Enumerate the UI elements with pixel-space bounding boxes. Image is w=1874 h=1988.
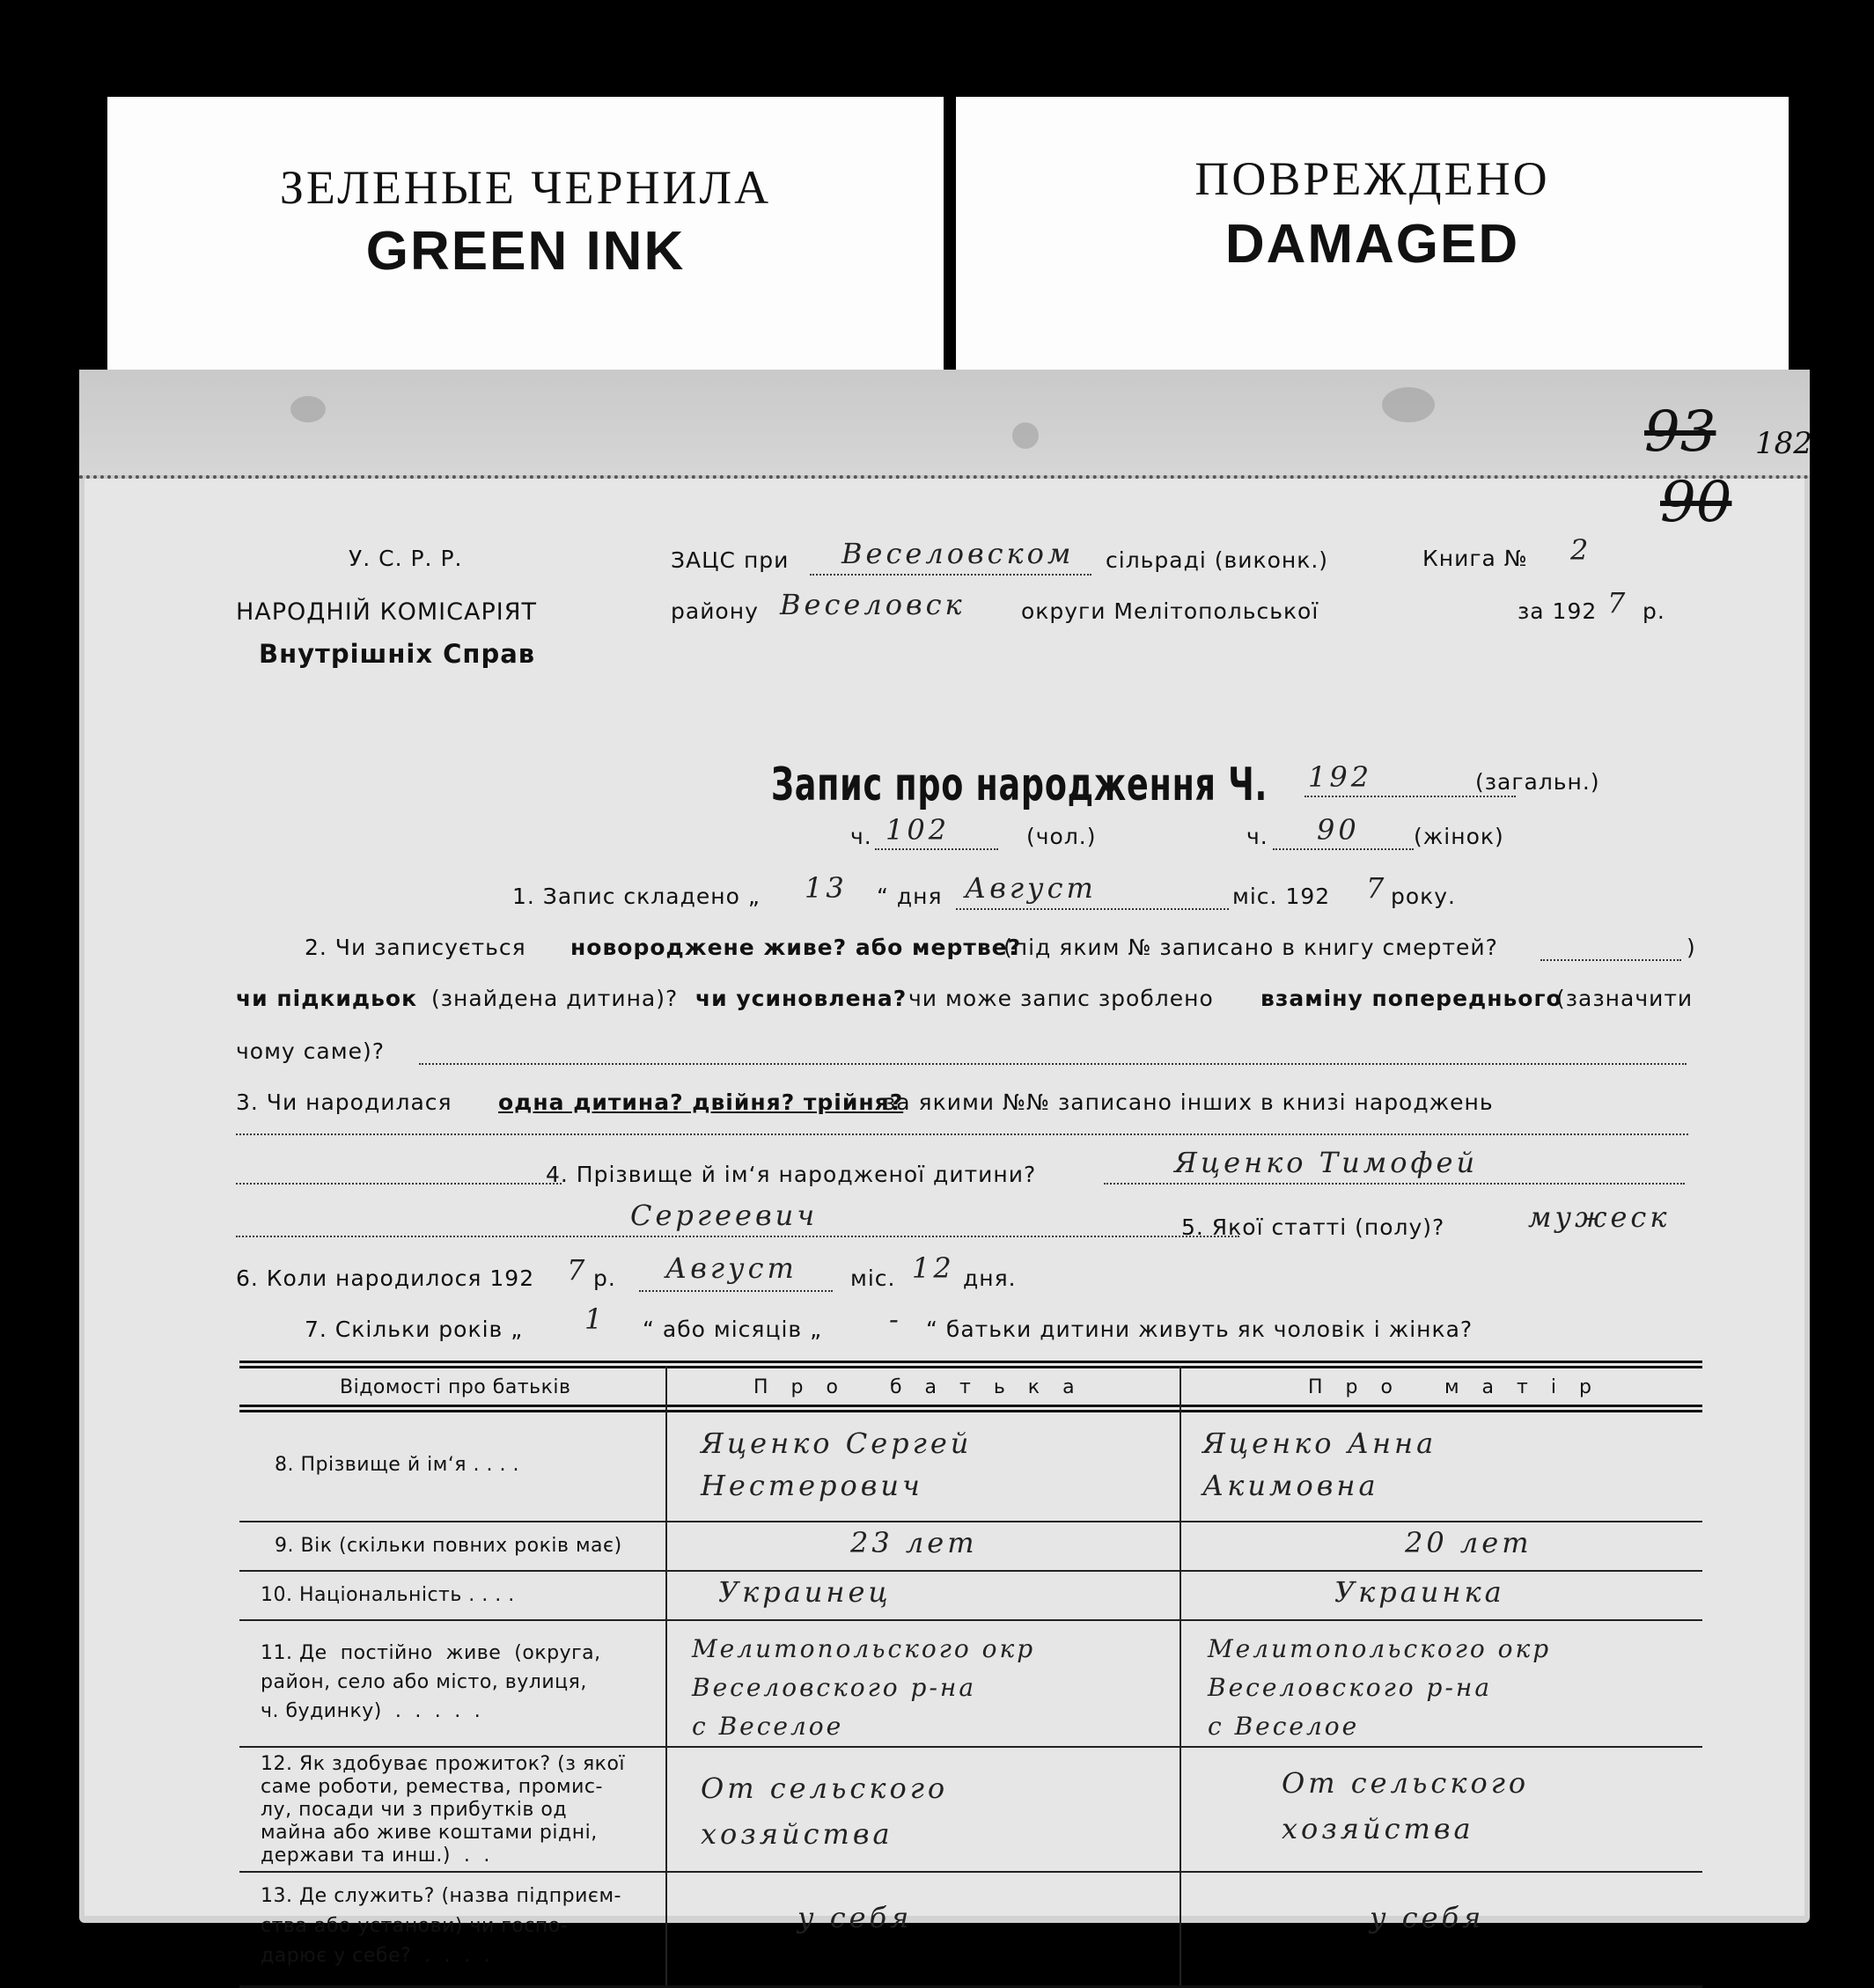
form-paper [85, 400, 1812, 1967]
table-header-mother: Про матір [1308, 1376, 1614, 1398]
q4-label: 4. Прізвище й ім‘я народженої дитини? [546, 1162, 1037, 1187]
q1-part4: року. [1391, 884, 1457, 909]
zags-prefix: ЗАЦС при [671, 547, 790, 573]
year-suffix: р. [1643, 598, 1665, 624]
placard-right-english: DAMAGED [1224, 214, 1520, 275]
q6-month: Август [665, 1251, 797, 1285]
zags-suffix: сільраді (виконк.) [1106, 547, 1329, 573]
general-label: (загальн.) [1475, 769, 1600, 795]
mother-age: 20 лет [1405, 1526, 1532, 1559]
q1-part1: 1. Запис складено „ [512, 884, 761, 909]
father-nationality: Украинец [718, 1575, 892, 1609]
row-label: 11. Де постійно живе (округа, район, село або місто, вулиця, ч. будинку) . . . . . [261, 1642, 601, 1722]
q7-years: 1 [584, 1302, 606, 1336]
sheet-top-strip [79, 370, 1810, 479]
q7-b: “ або місяців „ [643, 1317, 823, 1342]
row-label: 10. Національність . . . . [261, 1584, 515, 1606]
q6-day: 12 [912, 1251, 955, 1285]
male-label: (чол.) [1026, 824, 1097, 849]
table-header-info: Відомості про батьків [340, 1376, 571, 1398]
q4-name-line2: Сергеевич [630, 1199, 819, 1232]
q2-line2-a: чи підкидьок [236, 986, 418, 1011]
q6-c: міс. [850, 1265, 896, 1291]
book-label: Книга № [1422, 546, 1528, 571]
ministry-line2: Внутрішніх Справ [259, 639, 536, 669]
green-ink-placard [107, 97, 944, 396]
q7-months: - [889, 1302, 902, 1336]
margin-number: 182 [1755, 426, 1812, 461]
father-name: Яценко Сергей Нестерович [701, 1427, 973, 1502]
q6-d: дня. [963, 1265, 1017, 1291]
q1-year: 7 [1366, 871, 1388, 905]
q5-value: мужеск [1528, 1200, 1671, 1234]
placard-right-russian: ПОВРЕЖДЕНО [1194, 152, 1550, 205]
usrr-label: У. С. Р. Р. [349, 546, 463, 571]
row-label: 12. Як здобуває прожиток? (з якої саме роботи, ремества, промис- лу, посади чи з прибутків од майна або живе коштами рідні, держави та инш.) . . [261, 1753, 626, 1867]
district-value: Веселовск [780, 588, 966, 621]
female-label: (жінок) [1414, 824, 1504, 849]
father-workplace: у себя [797, 1901, 913, 1934]
row-label: 8. Прізвище й ім‘я . . . . [275, 1454, 519, 1476]
q6-a: 6. Коли народилося 192 [236, 1265, 535, 1291]
q2-line3: чому саме)? [236, 1038, 385, 1064]
record-title: Запис про народження Ч. [771, 759, 1268, 811]
zags-value: Веселовском [841, 537, 1075, 570]
margin-number-struck: 93 [1644, 400, 1716, 465]
q3-b: одна дитина? двійня? трійня? [498, 1089, 904, 1115]
book-value: 2 [1570, 533, 1592, 567]
father-occupation: От сельского хозяйства [701, 1772, 949, 1851]
stain [1382, 387, 1435, 422]
district-label: району [671, 598, 759, 624]
year-value: 7 [1607, 586, 1629, 620]
margin-number-struck: 90 [1660, 470, 1732, 535]
placard-left-english: GREEN INK [365, 221, 686, 282]
q3-c: за якими №№ записано інших в книзі народжень [884, 1089, 1494, 1115]
q4-name-line1: Яценко Тимофей [1174, 1146, 1479, 1179]
q6-b: р. [593, 1265, 616, 1291]
q7-c: “ батьки дитини живуть як чоловік і жінка? [926, 1317, 1473, 1342]
mother-occupation: От сельского хозяйства [1282, 1766, 1530, 1845]
male-prefix: ч. [850, 824, 872, 849]
q2-line1-c: (під яким № записано в книгу смертей? [1003, 935, 1498, 960]
father-age: 23 лет [850, 1526, 978, 1559]
q2-line1-b: новороджене живе? або мертве? [570, 935, 1022, 960]
q2-line1-d: ) [1687, 935, 1696, 960]
ministry-line1: НАРОДНІЙ КОМІСАРІЯТ [236, 598, 537, 626]
q1-day: 13 [805, 871, 848, 905]
q2-line2-f: (зазначити [1556, 986, 1694, 1011]
mother-name: Яценко Анна Акимовна [1202, 1427, 1437, 1502]
year-label: за 192 [1518, 598, 1598, 624]
female-count: 90 [1317, 813, 1360, 847]
table-header-father: Про батька [753, 1376, 1098, 1398]
mother-workplace: у себя [1370, 1901, 1485, 1934]
q1-part3: міс. 192 [1232, 884, 1331, 909]
q1-part2: “ дня [877, 884, 943, 909]
record-number: 192 [1308, 760, 1373, 794]
birth-record-sheet [79, 370, 1812, 1967]
placard-left-russian: ЗЕЛЕНЫЕ ЧЕРНИЛА [279, 161, 772, 214]
male-count: 102 [886, 813, 951, 847]
q2-line2-d: чи може запис зроблено [908, 986, 1214, 1011]
mother-nationality: Украинка [1334, 1575, 1505, 1609]
q2-line2-b: (знайдена дитина)? [431, 986, 679, 1011]
q2-line1-a: 2. Чи записується [305, 935, 526, 960]
damaged-placard [956, 97, 1789, 396]
female-prefix: ч. [1246, 824, 1268, 849]
row-label: 13. Де служить? (назва підприєм- ства або установи) чи госпо- дарює у себе? . . . . [261, 1885, 621, 1967]
q2-line2-c: чи усиновлена? [695, 986, 908, 1011]
mother-residence: Мелитопольского окр Веселовского р-на с Веселое [1208, 1634, 1552, 1741]
q2-line2-e: взаміну попереднього [1260, 986, 1562, 1011]
stain [1012, 422, 1039, 449]
stain [290, 396, 326, 422]
father-residence: Мелитопольского окр Веселовского р-на с Веселое [692, 1634, 1036, 1741]
q7-a: 7. Скільки років „ [305, 1317, 524, 1342]
q5-label: 5. Якої статті (полу)? [1181, 1214, 1445, 1240]
okrug-label: округи Мелітопольської [1021, 598, 1319, 624]
q3-a: 3. Чи народилася [236, 1089, 452, 1115]
q6-year: 7 [567, 1253, 589, 1287]
row-label: 9. Вік (скільки повних років має) [275, 1535, 622, 1557]
q1-month: Август [965, 871, 1097, 905]
